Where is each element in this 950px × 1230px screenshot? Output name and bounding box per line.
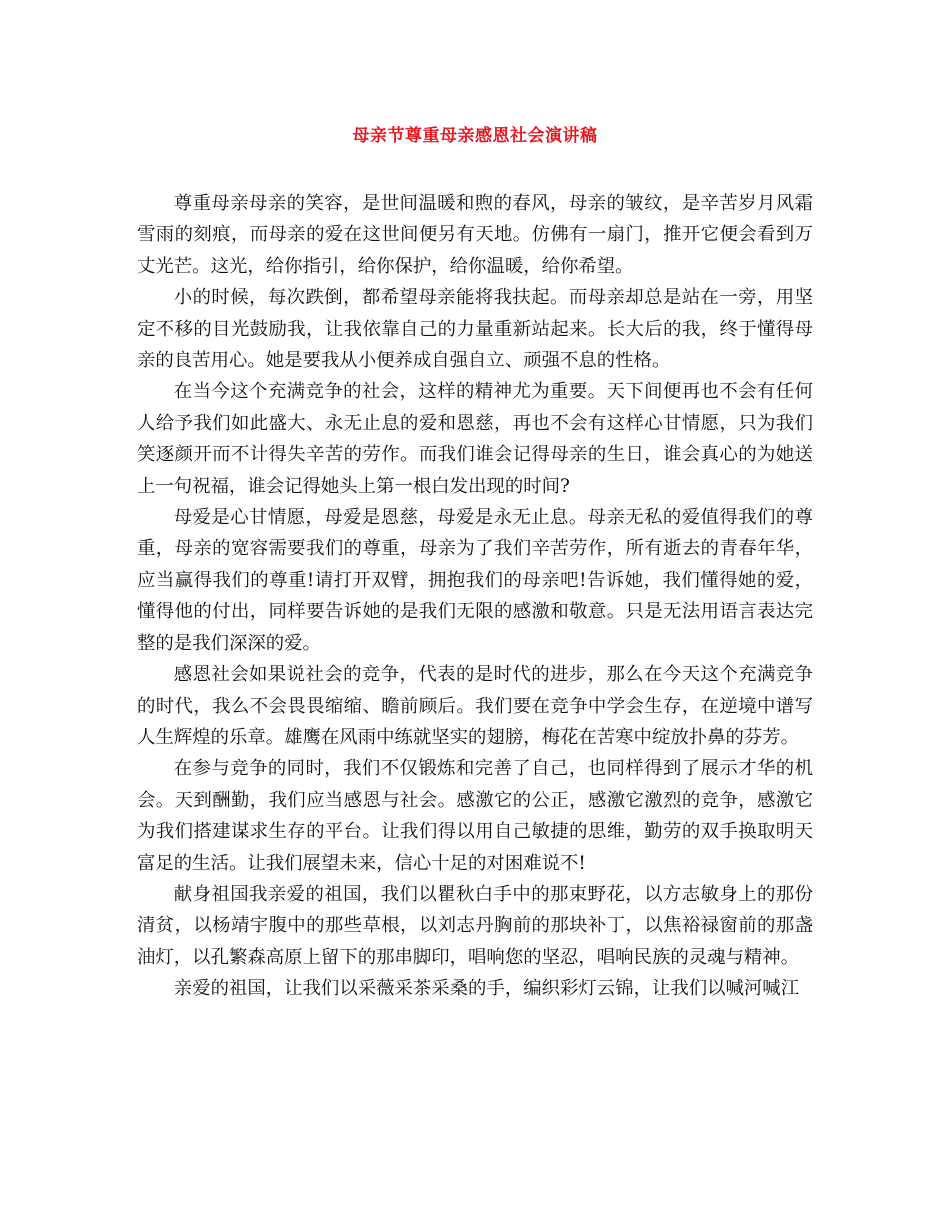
paragraph: 献身祖国我亲爱的祖国，我们以瞿秋白手中的那束野花，以方志敏身上的那份清贫，以杨靖宇腹中的那些草根，以刘志丹胸前的那块补丁，以焦裕禄窗前的那盏油灯，以孔繁森高原上留下的那串脚印，唱响您的坚忍，唱响民族的灵魂与精神。 xyxy=(137,883,813,968)
paragraph: 尊重母亲母亲的笑容，是世间温暖和煦的春风，母亲的皱纹，是辛苦岁月风霜雪雨的刻痕，而母亲的爱在这世间便另有天地。仿佛有一扇门，推开它便会看到万丈光芒。这光，给你指引，给你保护，给你温暖，给你希望。 xyxy=(137,193,813,277)
paragraph: 小的时候，每次跌倒，都希望母亲能将我扶起。而母亲却总是站在一旁，用坚定不移的目光鼓励我，让我依靠自己的力量重新站起来。长大后的我，终于懂得母亲的良苦用心。她是要我从小便养成自强自立、顽强不息的性格。 xyxy=(137,287,813,372)
paragraph: 母爱是心甘情愿，母爱是恩慈，母爱是永无止息。母亲无私的爱值得我们的尊重，母亲的宽容需要我们的尊重，母亲为了我们辛苦劳作，所有逝去的青春年华，应当赢得我们的尊重!请打开双臂，拥抱我们的母亲吧!告诉她，我们懂得她的爱，懂得他的付出，同样要告诉她的是我们无限的感激和敬意。只是无法用语言表达完整的是我们深深的爱。 xyxy=(137,507,813,654)
document-title: 母亲节尊重母亲感恩社会演讲稿 xyxy=(352,126,598,146)
document-body xyxy=(137,188,813,1005)
paragraph: 感恩社会如果说社会的竞争，代表的是时代的进步，那么在今天这个充满竞争的时代，我么不会畏畏缩缩、瞻前顾后。我们要在竞争中学会生存，在逆境中谱写人生辉煌的乐章。雄鹰在风雨中练就坚实的翅膀，梅花在苦寒中绽放扑鼻的芬芳。 xyxy=(137,664,813,748)
paragraph: 在当今这个充满竞争的社会，这样的精神尤为重要。天下间便再也不会有任何人给予我们如此盛大、永无止息的爱和恩慈，再也不会有这样心甘情愿，只为我们笑逐颜开而不计得失辛苦的劳作。而我们谁会记得母亲的生日，谁会真心的为她送上一句祝福，谁会记得她头上第一根白发出现的时间? xyxy=(137,381,813,497)
paragraph: 亲爱的祖国，让我们以采薇采茶采桑的手，编织彩灯云锦，让我们以喊河喊江 xyxy=(173,978,800,1000)
paragraph: 在参与竞争的同时，我们不仅锻炼和完善了自己，也同样得到了展示才华的机会。天到酬勤，我们应当感恩与社会。感激它的公正，感激它激烈的竞争，感激它为我们搭建谋求生存的平台。让我们得以用自己敏捷的思维，勤劳的双手换取明天富足的生活。让我们展望未来，信心十足的对困难说不! xyxy=(137,758,813,874)
